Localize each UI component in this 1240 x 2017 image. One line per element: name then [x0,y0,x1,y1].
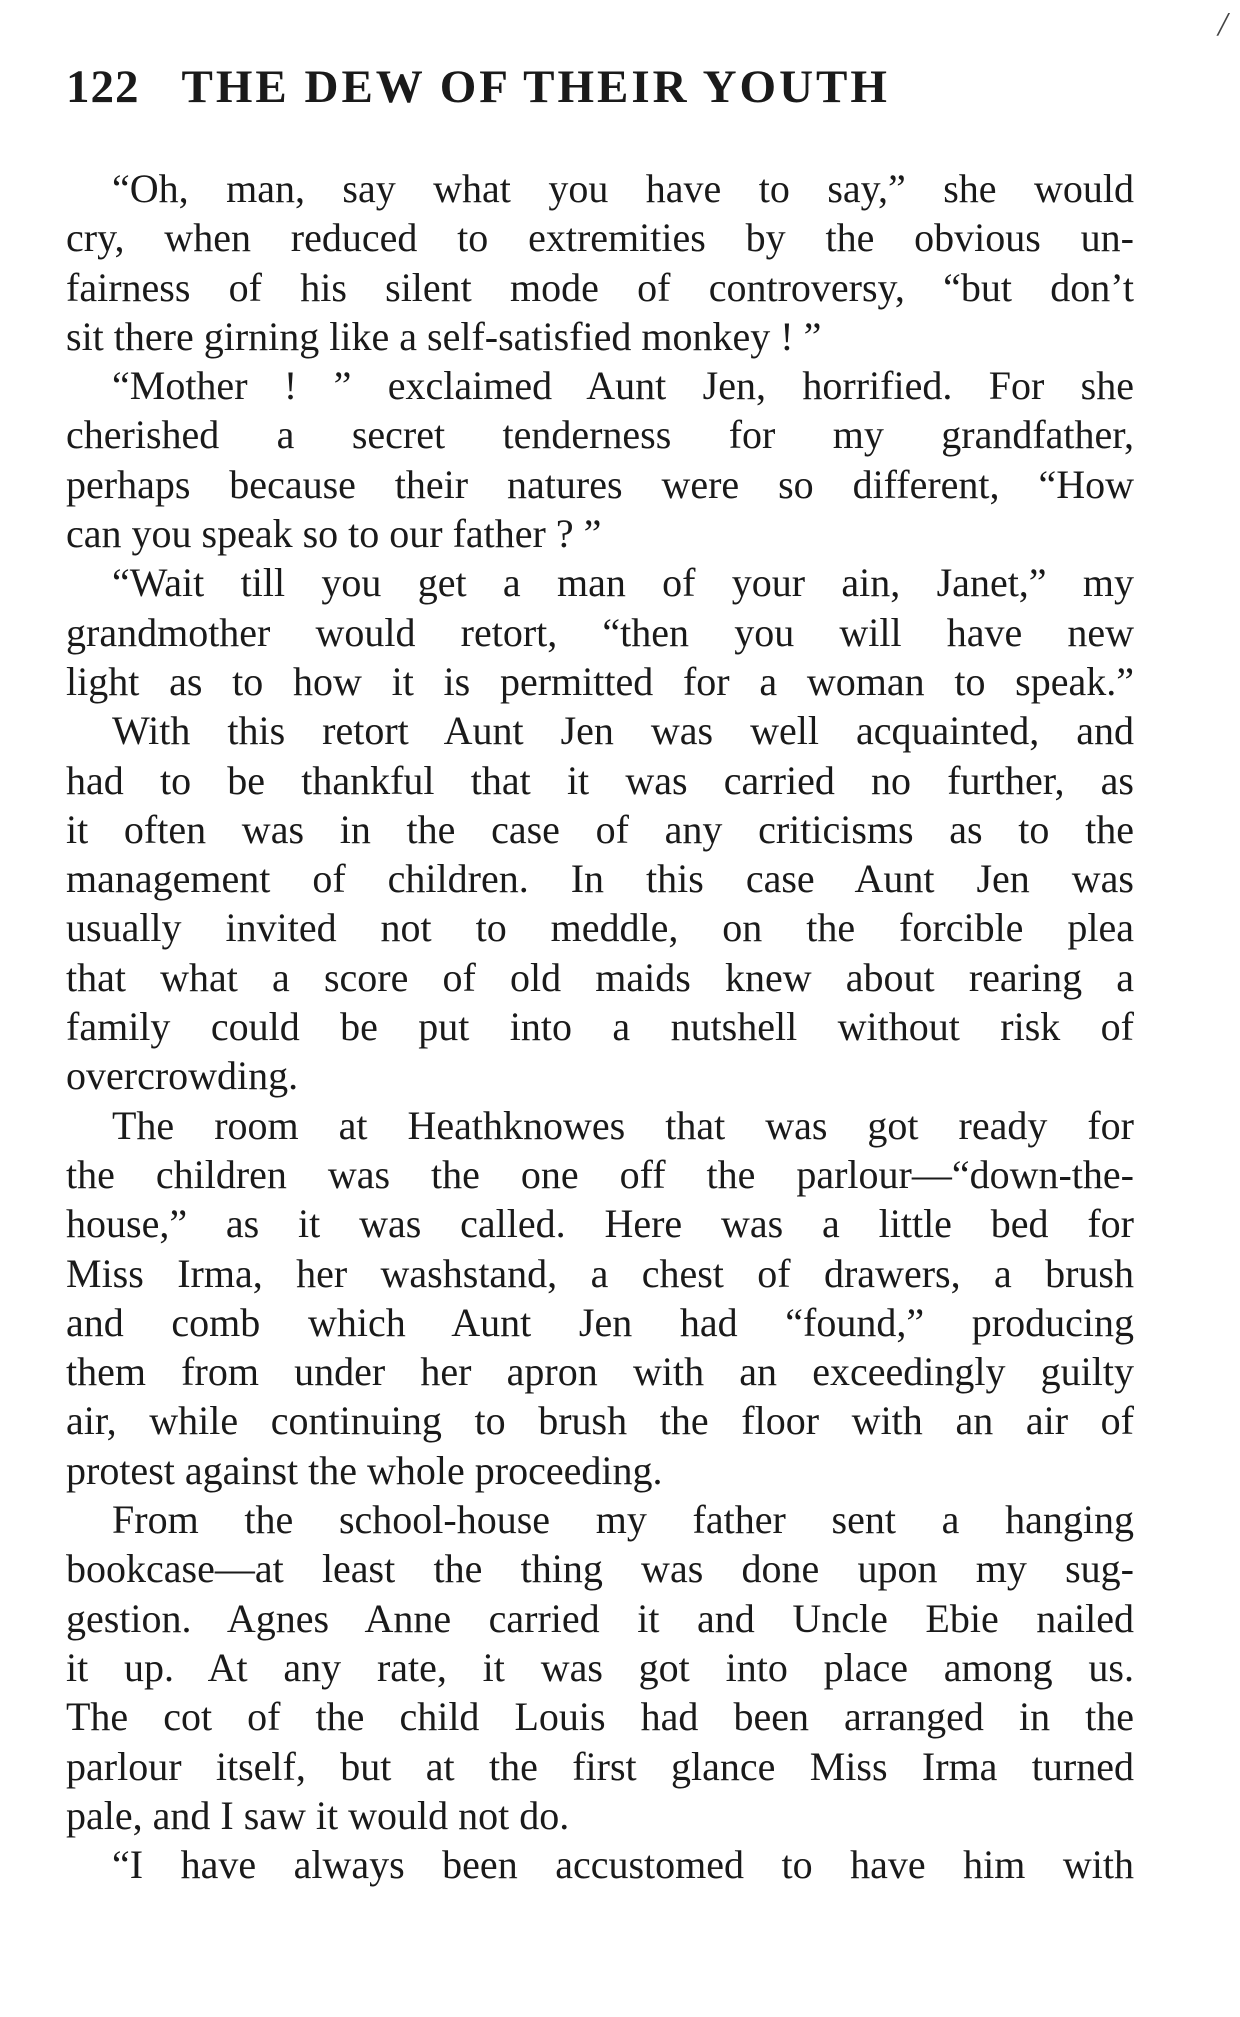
text-line: “I have always been accustomed to have him with [112,1842,1134,1888]
text-line: perhaps because their natures were so different, “How [66,461,1134,507]
text-line: The room at Heathknowes that was got ready for [112,1102,1134,1148]
text-line: can you speak so to our father ? ” [66,511,602,557]
text-line: and comb which Aunt Jen had “found,” producing [66,1299,1134,1345]
text-line: air, while continuing to brush the floor with an air of [66,1398,1134,1444]
text-line: gestion. Agnes Anne carried it and Uncle Ebie nailed [66,1595,1134,1641]
text-line: fairness of his silent mode of controversy, “but don’t [66,264,1134,310]
corner-pencil-mark: / [1218,6,1228,43]
text-line: it often was in the case of any criticisms as to the [66,806,1134,852]
text-line: grandmother would retort, “then you will have new [66,609,1134,655]
text-line: With this retort Aunt Jen was well acquainted, and [112,708,1134,754]
running-header [66,60,890,130]
text-line: it up. At any rate, it was got into place among us. [66,1644,1134,1690]
text-line: From the school-house my father sent a hanging [112,1497,1134,1543]
text-line: Miss Irma, her washstand, a chest of drawers, a brush [66,1250,1134,1296]
text-line: “Wait till you get a man of your ain, Janet,” my [112,560,1134,606]
text-line: house,” as it was called. Here was a little bed for [66,1201,1134,1247]
page-number: 122 [66,61,140,113]
text-line: cry, when reduced to extremities by the obvious un- [66,215,1134,261]
text-line: sit there girning like a self-satisfied monkey ! ” [66,313,822,359]
text-line: protest against the whole proceeding. [66,1447,663,1493]
text-line: overcrowding. [66,1053,299,1099]
text-line: management of children. In this case Aunt Jen was [66,856,1134,902]
text-line: the children was the one off the parlour—“down-the- [66,1151,1134,1197]
body-text [66,164,1134,1889]
text-line: light as to how it is permitted for a woman to speak.” [66,658,1134,704]
text-line: family could be put into a nutshell without risk of [66,1004,1134,1050]
running-title: THE DEW OF THEIR YOUTH [181,61,890,113]
text-line: had to be thankful that it was carried no further, as [66,757,1134,803]
text-line: them from under her apron with an exceedingly guilty [66,1349,1134,1395]
text-line: “Oh, man, say what you have to say,” she would [112,166,1134,211]
text-line: “Mother ! ” exclaimed Aunt Jen, horrified. For she [112,363,1134,409]
text-line: pale, and I saw it would not do. [66,1792,570,1838]
text-line: bookcase—at least the thing was done upon my sug- [66,1546,1134,1592]
text-line: that what a score of old maids knew about rearing a [66,954,1134,1000]
text-line: parlour itself, but at the first glance Miss Irma turned [66,1743,1134,1789]
text-line: cherished a secret tenderness for my grandfather, [66,412,1134,458]
text-line: The cot of the child Louis had been arranged in the [66,1694,1134,1740]
text-line: usually invited not to meddle, on the forcible plea [66,905,1134,951]
